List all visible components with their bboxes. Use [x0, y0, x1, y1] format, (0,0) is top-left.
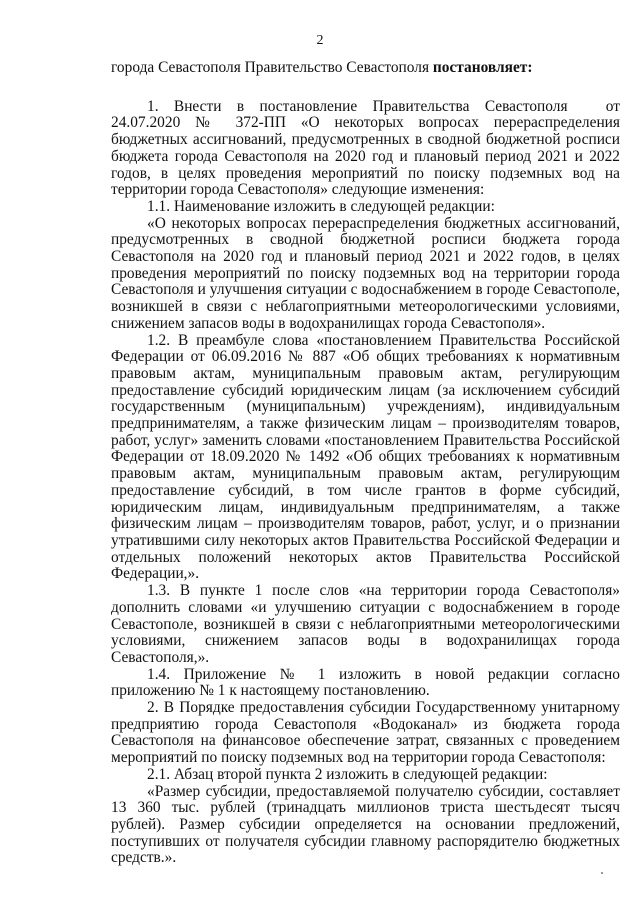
paragraph-1-3: 1.3. В пункте 1 после слов «на территории города Севастополя» дополнить словами «и улучшению ситуации с водоснабжением в городе Севастополе, возникшей в связи с неблагоприятными метеорологическими условиями, снижением запасов воды в водохранилищах города Севастополя,». [111, 582, 620, 666]
scan-speck [601, 872, 603, 874]
paragraph-1-4: 1.4. Приложение № 1 изложить в новой редакции согласно приложению № 1 к настоящему постановлению. [111, 665, 620, 700]
spacer [111, 77, 620, 99]
page-number: 2 [316, 33, 324, 48]
paragraph-2-1: 2.1. Абзац второй пункта 2 изложить в следующей редакции: [147, 765, 548, 783]
paragraph-1-2: 1.2. В преамбуле слова «постановлением Правительства Российской Федерации от 06.09.2016 № 887 «Об общих требованиях к нормативным правовым актам, муниципальным правовым актам, регулирующим предоставление субсидий юридическим лицам (за исключением субсидий государственным (муниципальным) учреждениям), индивидуальным предпринимателям, а также физическим лицам – производителям товаров, работ, услуг» заменить словами «постановлением Правительства Российской Федерации от 18.09.2020 № 1492 «Об общих требованиях к нормативным правовым актам, муниципальным правовым актам, регулирующим предоставление субсидий, в том числе грантов в форме субсидий, юридическим лицам, индивидуальным предпринимателям, а также физическим лицам – производителям товаров, работ, услуг, и о признании утратившими силу некоторых актов Правительства Российской Федерации и отдельных положений некоторых актов Правительства Российской Федерации,». [111, 331, 620, 583]
decree-keyword: постановляет: [432, 59, 533, 76]
decree-intro [111, 60, 620, 77]
paragraph-2: 2. В Порядке предоставления субсидии Государственному унитарному предприятию города Севастополя «Водоканал» из бюджета города Севастополя на финансовое обеспечение затрат, связанных с проведением мероприятий по поиску подземных вод на территории города Севастополя: [111, 699, 620, 767]
paragraph-1-1: 1.1. Наименование изложить в следующей редакции: [147, 197, 495, 215]
document-body [111, 60, 620, 867]
decree-intro-text: города Севастополя Правительство Севастополя [111, 59, 433, 76]
paragraph-1-1-quote: «О некоторых вопросах перераспределения бюджетных ассигнований, предусмотренных в сводной бюджетной росписи бюджета города Севастополя на 2020 год и плановый период 2021 и 2022 годов, в целях проведения мероприятий по поиску подземных вод на территории города Севастополя и улучшения ситуации с водоснабжением в городе Севастополе, возникшей в связи с неблагоприятными метеорологическими условиями, снижением запасов воды в водохранилищах города Севастополя». [111, 214, 620, 332]
paragraph-2-1-quote: «Размер субсидии, предоставляемой получателю субсидии, составляет 13 360 тыс. рублей (тринадцать миллионов триста шестьдесят тысяч рублей). Размер субсидии определяется на основании предложений, поступивших от получателя субсидии главному распорядителю бюджетных средств.». [111, 782, 620, 867]
paragraph-1: 1. Внести в постановление Правительства Севастополя от 24.07.2020 № 372-ПП «О некоторых вопросах перераспределения бюджетных ассигнований, предусмотренных в сводной бюджетной росписи бюджета города Севастополя на 2020 год и плановый период 2021 и 2022 годов, в целях проведения мероприятий по поиску подземных вод на территории города Севастополя» следующие изменения: [111, 97, 620, 199]
